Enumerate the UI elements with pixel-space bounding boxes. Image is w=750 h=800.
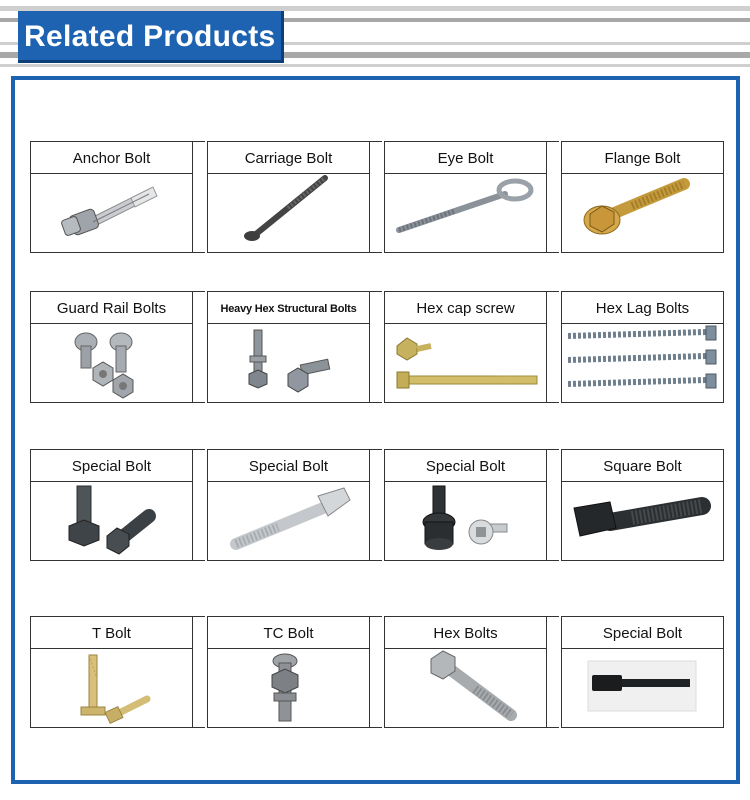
- carriage-bolt-icon: [208, 174, 369, 252]
- card-separator: [193, 449, 205, 561]
- t-bolt-icon: [31, 649, 192, 727]
- heavy-hex-bolt-icon: [208, 324, 369, 402]
- card-separator: [370, 616, 382, 728]
- card-separator: [370, 449, 382, 561]
- product-card-tc-bolt[interactable]: [207, 616, 370, 728]
- header-stripe: [0, 64, 750, 67]
- card-separator: [547, 449, 559, 561]
- product-card-hex-cap-screw[interactable]: [384, 291, 547, 403]
- product-card-special-bolt-4[interactable]: [561, 616, 724, 728]
- product-card-carriage-bolt[interactable]: [207, 141, 370, 253]
- product-title: Hex Bolts: [385, 617, 546, 649]
- card-separator: [370, 291, 382, 403]
- product-card-guard-rail-bolts[interactable]: [30, 291, 193, 403]
- product-title: Carriage Bolt: [208, 142, 369, 174]
- product-title: Hex cap screw: [385, 292, 546, 324]
- product-title: Square Bolt: [562, 450, 723, 482]
- product-title: Eye Bolt: [385, 142, 546, 174]
- product-card-special-bolt-2[interactable]: [207, 449, 370, 561]
- product-title: Special Bolt: [208, 450, 369, 482]
- hex-lag-bolt-icon: [562, 324, 723, 402]
- special-bolt-icon: [562, 649, 723, 727]
- product-title: T Bolt: [31, 617, 192, 649]
- card-separator: [547, 141, 559, 253]
- product-card-t-bolt[interactable]: [30, 616, 193, 728]
- product-card-hex-lag-bolts[interactable]: [561, 291, 724, 403]
- product-card-heavy-hex-structural-bolts[interactable]: [207, 291, 370, 403]
- product-card-special-bolt-1[interactable]: [30, 449, 193, 561]
- special-bolt-icon: [385, 482, 546, 560]
- special-bolt-icon: [208, 482, 369, 560]
- tc-bolt-icon: [208, 649, 369, 727]
- product-title: Heavy Hex Structural Bolts: [208, 292, 369, 324]
- product-title: Hex Lag Bolts: [562, 292, 723, 324]
- product-title: Anchor Bolt: [31, 142, 192, 174]
- card-separator: [193, 291, 205, 403]
- product-card-hex-bolts[interactable]: [384, 616, 547, 728]
- card-separator: [370, 141, 382, 253]
- hex-cap-screw-icon: [385, 324, 546, 402]
- flange-bolt-icon: [562, 174, 723, 252]
- card-separator: [193, 141, 205, 253]
- product-title: Guard Rail Bolts: [31, 292, 192, 324]
- guard-rail-bolt-icon: [31, 324, 192, 402]
- product-title: TC Bolt: [208, 617, 369, 649]
- hex-bolt-icon: [385, 649, 546, 727]
- anchor-bolt-icon: [31, 174, 192, 252]
- card-separator: [193, 616, 205, 728]
- product-card-square-bolt[interactable]: [561, 449, 724, 561]
- product-card-eye-bolt[interactable]: [384, 141, 547, 253]
- product-card-flange-bolt[interactable]: [561, 141, 724, 253]
- product-title: Special Bolt: [385, 450, 546, 482]
- product-card-anchor-bolt[interactable]: [30, 141, 193, 253]
- product-title: Special Bolt: [562, 617, 723, 649]
- special-bolt-icon: [31, 482, 192, 560]
- square-bolt-icon: [562, 482, 723, 560]
- product-title: Flange Bolt: [562, 142, 723, 174]
- product-title: Special Bolt: [31, 450, 192, 482]
- eye-bolt-icon: [385, 174, 546, 252]
- card-separator: [547, 291, 559, 403]
- product-card-special-bolt-3[interactable]: [384, 449, 547, 561]
- page-title: Related Products: [18, 11, 284, 63]
- card-separator: [547, 616, 559, 728]
